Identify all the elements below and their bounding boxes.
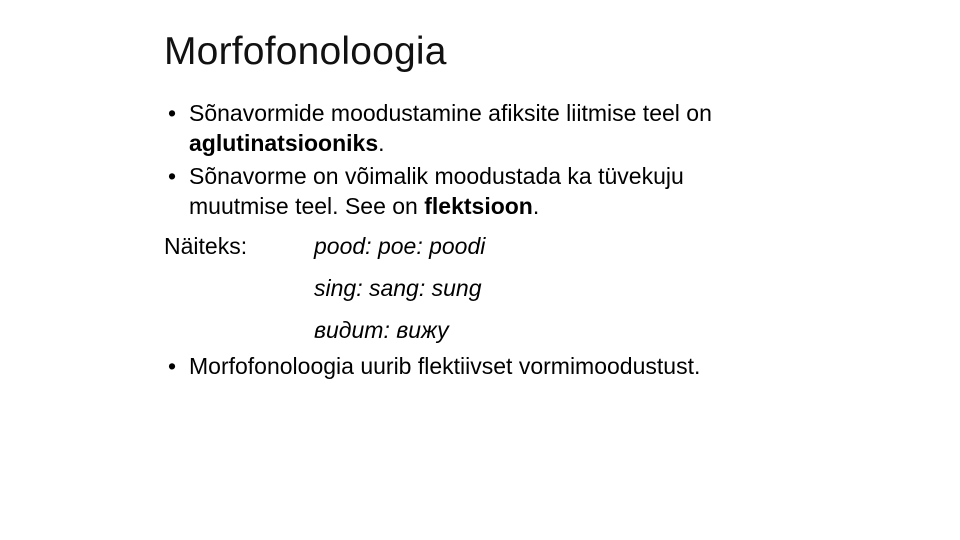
example-forms: sing: sang: sung <box>314 275 482 301</box>
bullet-text: muutmise teel. See on <box>189 193 425 219</box>
bullet-item <box>168 351 868 381</box>
example-forms: видит: вижу <box>314 317 449 343</box>
example-forms: pood: poe: poodi <box>314 233 486 259</box>
bullet-text-line: Morfofonoloogia uurib flektiivset vormimoodustust. <box>189 353 701 379</box>
bullet-text-line: Sõnavorme on võimalik moodustada ka tüvekuju <box>189 163 684 189</box>
example-row <box>168 309 868 351</box>
bullet-text-line <box>189 128 868 158</box>
example-row <box>164 225 868 267</box>
bullet-text-line <box>189 191 868 221</box>
examples-label: Näiteks: <box>164 233 248 259</box>
bullet-text-line: Sõnavormide moodustamine afiksite liitmise teel on <box>189 100 712 126</box>
bold-term: aglutinatsiooniks <box>189 130 379 156</box>
example-row <box>168 267 868 309</box>
slide-title: Morfofonoloogia <box>164 30 447 73</box>
bold-term: flektsioon <box>424 193 533 219</box>
punctuation: . <box>532 193 540 219</box>
bullet-dot-icon: • <box>168 163 177 189</box>
bullet-dot-icon: • <box>168 353 177 379</box>
bullet-item <box>168 98 868 158</box>
bullet-dot-icon: • <box>168 100 177 126</box>
slide-body <box>164 98 868 381</box>
punctuation: . <box>378 130 385 156</box>
bullet-item <box>168 161 868 221</box>
